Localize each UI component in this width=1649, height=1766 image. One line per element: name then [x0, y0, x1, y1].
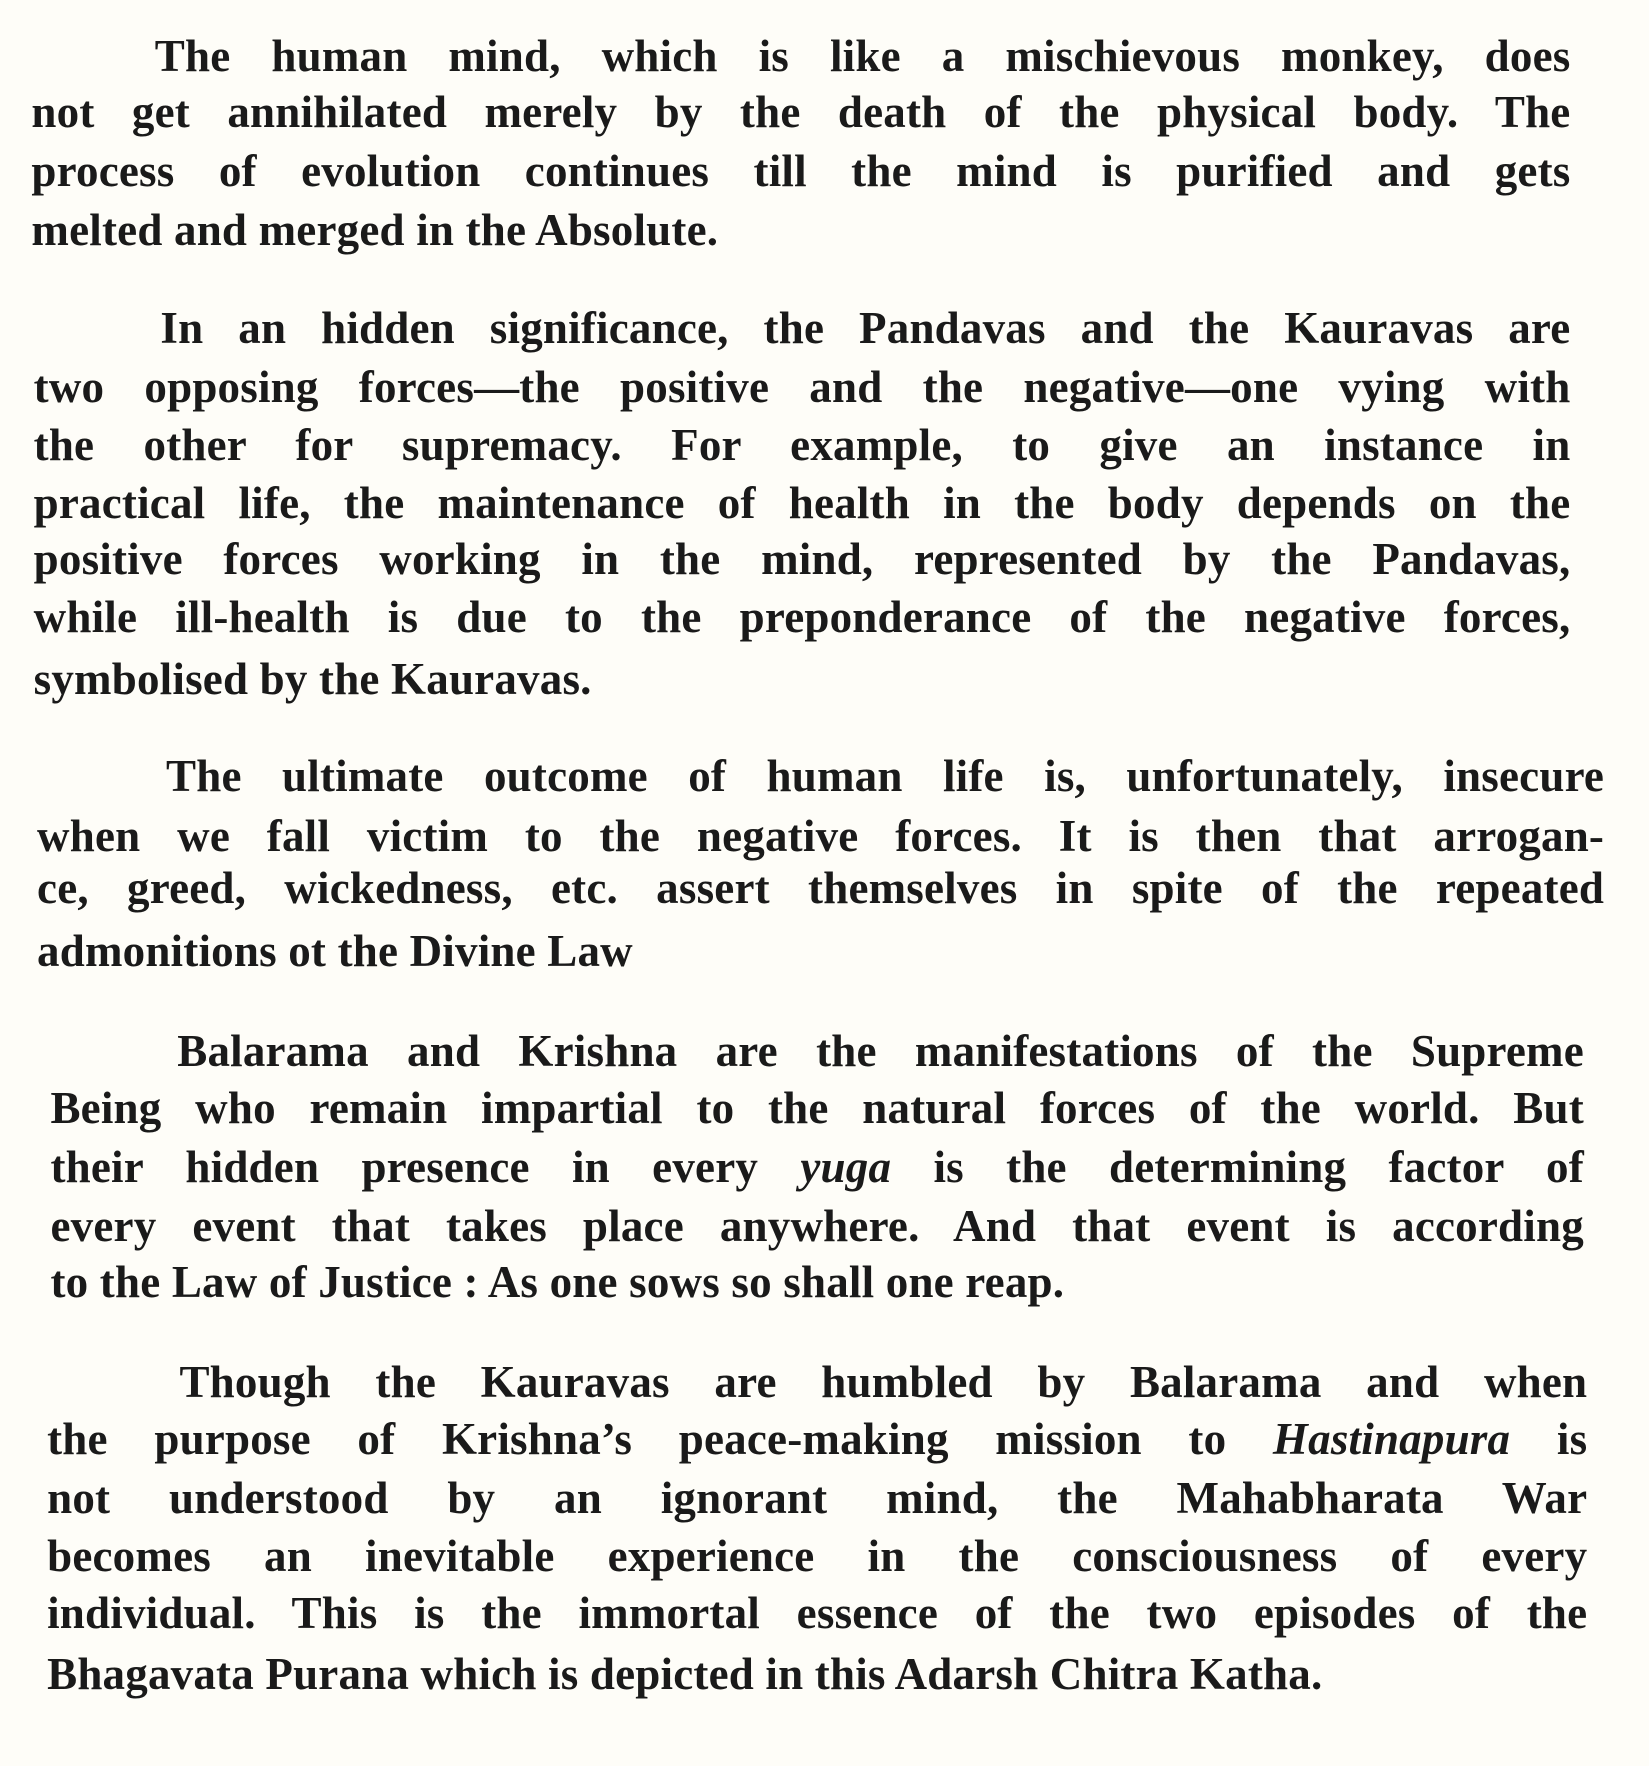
text-segment: Though the Kauravas are humbled by Balarama and when: [179, 1357, 1588, 1408]
text-segment: positive forces working in the mind, represented by the Pandavas,: [33, 533, 1571, 584]
text-line: [34, 417, 1571, 473]
text-segment: Bhagavata Purana which is depicted in this Adarsh Chitra Katha.: [47, 1648, 1323, 1699]
text-segment: Being who remain impartial to the natural forces of the world. But: [50, 1083, 1584, 1134]
text-segment: ce, greed, wickedness, etc. assert themselves in spite of the repeated: [37, 863, 1605, 914]
text-line: [47, 1646, 1587, 1702]
text-segment: to the Law of Justice : As one sows so shall one reap.: [50, 1257, 1065, 1308]
text-line: [31, 143, 1570, 199]
text-line: [160, 300, 1570, 356]
text-line: [37, 808, 1604, 864]
text-segment: when we fall victim to the negative forces. It is then that arrogan-: [37, 810, 1605, 861]
text-segment: the other for supremacy. For example, to give an instance in: [33, 420, 1571, 471]
text-line: [155, 28, 1571, 84]
text-segment: the purpose of Krishna’s peace-making mission to: [47, 1414, 1273, 1465]
text-line: [34, 589, 1571, 645]
text-segment: The human mind, which is like a mischievous monkey, does: [154, 31, 1571, 82]
italic-term: Hastinapura: [1272, 1414, 1511, 1465]
text-line: [34, 359, 1571, 415]
text-segment: Balarama and Krishna are the manifestations of the Supreme: [177, 1026, 1584, 1077]
text-segment: The ultimate outcome of human life is, unfortunately, insecure: [166, 751, 1605, 802]
text-segment: individual. This is the immortal essence of the two episodes of the: [47, 1588, 1588, 1639]
text-line: [50, 1198, 1583, 1254]
text-line: [179, 1354, 1587, 1410]
text-line: [37, 923, 1604, 979]
text-line: [47, 1585, 1587, 1641]
text-line: [50, 1139, 1583, 1195]
text-line: [31, 84, 1570, 140]
text-segment: is the determining factor of: [891, 1141, 1584, 1192]
text-segment: In an hidden significance, the Pandavas and the Kauravas are: [160, 302, 1571, 353]
text-segment: becomes an inevitable experience in the consciousness of every: [47, 1530, 1588, 1581]
text-segment: two opposing forces—the positive and the negative—one vying with: [33, 362, 1571, 412]
text-line: [37, 860, 1604, 916]
text-line: [34, 651, 1571, 707]
text-segment: melted and merged in the Absolute.: [31, 204, 719, 255]
text-line: [47, 1411, 1587, 1467]
text-line: [31, 202, 1570, 258]
text-segment: admonitions ot the Divine Law: [37, 926, 633, 977]
text-line: [34, 531, 1571, 587]
text-segment: their hidden presence in every: [50, 1141, 801, 1192]
text-line: [47, 1528, 1587, 1584]
text-segment: process of evolution continues till the mind is purified and gets: [31, 145, 1571, 196]
text-line: [50, 1080, 1583, 1136]
text-segment: every event that takes place anywhere. And that event is according: [50, 1201, 1584, 1252]
text-segment: symbolised by the Kauravas.: [33, 653, 592, 704]
text-line: [50, 1254, 1583, 1310]
text-segment: not get annihilated merely by the death of the physical body. The: [31, 87, 1571, 138]
text-line: [47, 1470, 1587, 1526]
text-line: [177, 1023, 1584, 1079]
text-segment: is: [1510, 1414, 1588, 1465]
text-segment: while ill-health is due to the preponderance of the negative forces,: [33, 591, 1571, 642]
text-segment: not understood by an ignorant mind, the Mahabharata War: [47, 1472, 1588, 1523]
text-line: [166, 748, 1604, 804]
italic-term: yuga: [800, 1141, 892, 1192]
text-line: [34, 475, 1571, 531]
text-segment: practical life, the maintenance of health in the body depends on the: [33, 477, 1571, 528]
